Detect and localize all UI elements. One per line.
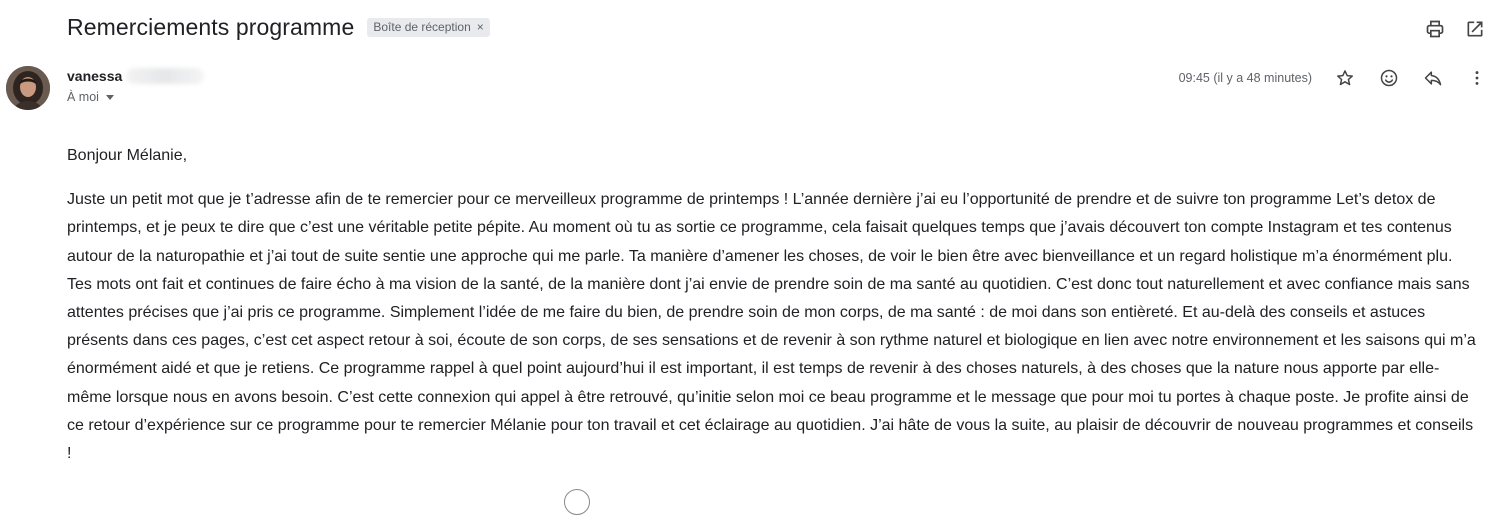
cursor-indicator bbox=[564, 489, 590, 515]
reply-icon[interactable] bbox=[1422, 67, 1444, 89]
message-actions bbox=[1334, 67, 1488, 89]
more-vertical-icon[interactable] bbox=[1466, 67, 1488, 89]
inbox-label-chip[interactable] bbox=[367, 18, 489, 37]
message-body bbox=[67, 142, 1479, 468]
emoji-reaction-icon[interactable] bbox=[1378, 67, 1400, 89]
email-subject: Remerciements programme bbox=[67, 14, 355, 40]
message-paragraph: Juste un petit mot que je t’adresse afin de te remercier pour ce merveilleux programme de printemps ! L’année dernière j’ai eu l’opportunité de prendre et de suivre ton programme Let’s detox de printemps, et je peux te dire que c’est une véritable petite pépite. Au moment où tu as sortie ce programme, cela faisait quelques temps que j’avais découvert ton compte Instagram et tes contenus autour de la naturopathie et j’ai tout de suite sentie une approche qui me parle. Ta manière d’amener les choses, de voir le bien être avec bienveillance et un regard holistique m’a énormément plu. Tes mots ont fait et continues de faire écho à ma vision de la santé, de la manière dont j’ai envie de prendre soin de ma santé au quotidien. C’est donc tout naturellement et avec confiance mais sans attentes précises que j’ai pris ce programme. Simplement l’idée de me faire du bien, de prendre soin de mon corps, de ma santé : de moi dans son entièreté. Et au-delà des conseils et astuces présents dans ces pages, c’est cet aspect retour à soi, écoute de son corps, de ses sensations et de revenir à son rythme naturel et biologique en lien avec notre environnement et les saisons qui m’a énormément aidé et que je retiens. Ce programme rappel à quel point aujourd’hui il est important, il est temps de revenir à des choses naturels, à des choses que la nature nous apporte par elle-même lorsque nous en avons besoin. C’est cette connexion qui appel à être retrouvé, qu’initie selon moi ce beau programme et le message que pour moi tu portes à chaque poste. Je profite ainsi de ce retour d’expérience sur ce programme pour te remercier Mélanie pour ton travail et cet éclairage au quotidien. J’ai hâte de vous la suite, au plaisir de découvrir de nouveau programmes et conseils ! bbox=[67, 191, 1476, 463]
recipient-details-toggle[interactable] bbox=[67, 90, 204, 104]
print-icon[interactable] bbox=[1424, 18, 1446, 40]
message-meta bbox=[1179, 67, 1488, 89]
sender-name[interactable]: vanessa bbox=[67, 68, 123, 84]
chevron-down-icon bbox=[106, 95, 114, 100]
inbox-label-text: Boîte de réception bbox=[373, 20, 471, 34]
remove-label-icon[interactable]: × bbox=[476, 20, 484, 34]
star-icon[interactable] bbox=[1334, 67, 1356, 89]
top-actions bbox=[1424, 18, 1486, 40]
open-in-new-window-icon[interactable] bbox=[1464, 18, 1486, 40]
redacted-email-blur bbox=[126, 68, 204, 84]
subject-header bbox=[67, 14, 490, 41]
timestamp: 09:45 (il y a 48 minutes) bbox=[1178, 71, 1312, 85]
recipient-text: À moi bbox=[67, 90, 99, 104]
sender-line bbox=[67, 68, 204, 84]
sender-block bbox=[67, 68, 204, 104]
greeting: Bonjour Mélanie, bbox=[67, 147, 188, 164]
sender-avatar[interactable] bbox=[6, 66, 50, 110]
